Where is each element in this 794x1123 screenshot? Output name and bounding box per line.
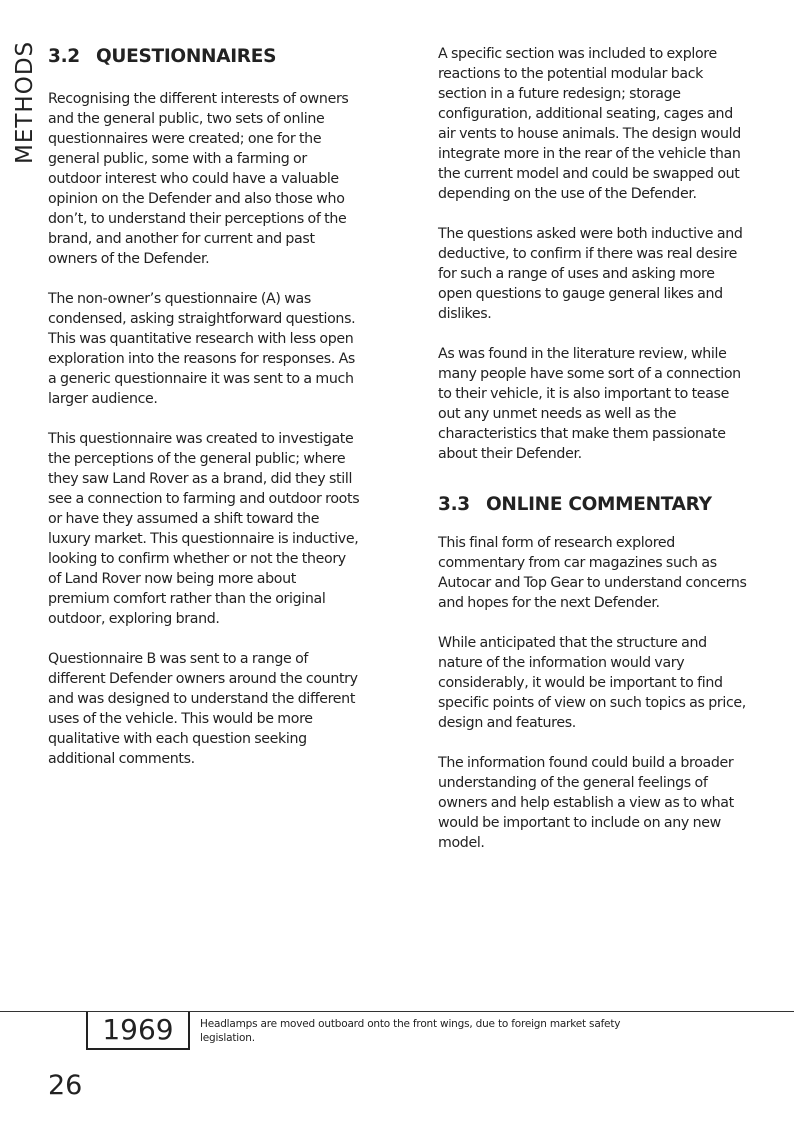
section-number: 3.3 [438, 494, 470, 515]
paragraph: Recognising the different interests of owners and the general public, two sets of online questionnaires were created; one for the general public, some with a farming or outdoor interest who could have a valuable opinion on the Defender and also those who don’t, to understand their perceptions of the brand, and another for current and past owners of the Defender. [48, 91, 349, 267]
page-number: 26 [48, 1070, 83, 1101]
side-label-methods: METHODS [12, 40, 38, 164]
timeline-note: Headlamps are moved outboard onto the front wings, due to foreign market safety legislation. [200, 1018, 621, 1044]
left-column [48, 44, 360, 789]
paragraph: As was found in the literature review, while many people have some sort of a connection to their vehicle, it is also important to tease out any unmet needs as well as the characteristics that make them passionate about their Defender. [438, 346, 741, 462]
paragraph: A specific section was included to explore reactions to the potential modular back section in a future redesign; storage configuration, additional seating, cages and air vents to house animals. The design would integrate more in the rear of the vehicle than the current model and could be swapped out depending on the use of the Defender. [438, 46, 741, 202]
paragraph: This final form of research explored commentary from car magazines such as Autocar and Top Gear to understand concerns and hopes for the next Defender. [438, 535, 747, 611]
section-heading-online-commentary [438, 492, 752, 518]
paragraph: The information found could build a broader understanding of the general feelings of owners and help establish a view as to what would be important to include on any new model. [438, 755, 734, 851]
paragraph: The non-owner’s questionnaire (A) was condensed, asking straightforward questions. This was quantitative research with less open exploration into the reasons for responses. As a generic questionnaire it was sent to a much larger audience. [48, 291, 356, 407]
paragraph: The questions asked were both inductive and deductive, to confirm if there was real desire for such a range of uses and asking more open questions to gauge general likes and dislikes. [438, 226, 743, 322]
section-title: QUESTIONNAIRES [96, 46, 277, 67]
paragraph: Questionnaire B was sent to a range of different Defender owners around the country and was designed to understand the different uses of the vehicle. This would be more qualitative with each question seeking additional comments. [48, 651, 358, 767]
timeline-year-box: 1969 [86, 1012, 190, 1050]
paragraph: This questionnaire was created to investigate the perceptions of the general public; where they saw Land Rover as a brand, did they still see a connection to farming and outdoor roots or have they assumed a shift toward the luxury market. This questionnaire is inductive, looking to confirm whether or not the theory of Land Rover now being more about premium comfort rather than the original outdoor, exploring brand. [48, 431, 360, 627]
section-heading-questionnaires [48, 44, 360, 70]
right-column [438, 44, 752, 873]
section-number: 3.2 [48, 46, 80, 67]
section-title: ONLINE COMMENTARY [486, 494, 712, 515]
paragraph: While anticipated that the structure and nature of the information would vary considerably, it would be important to find specific points of view on such topics as price, design and features. [438, 635, 746, 731]
